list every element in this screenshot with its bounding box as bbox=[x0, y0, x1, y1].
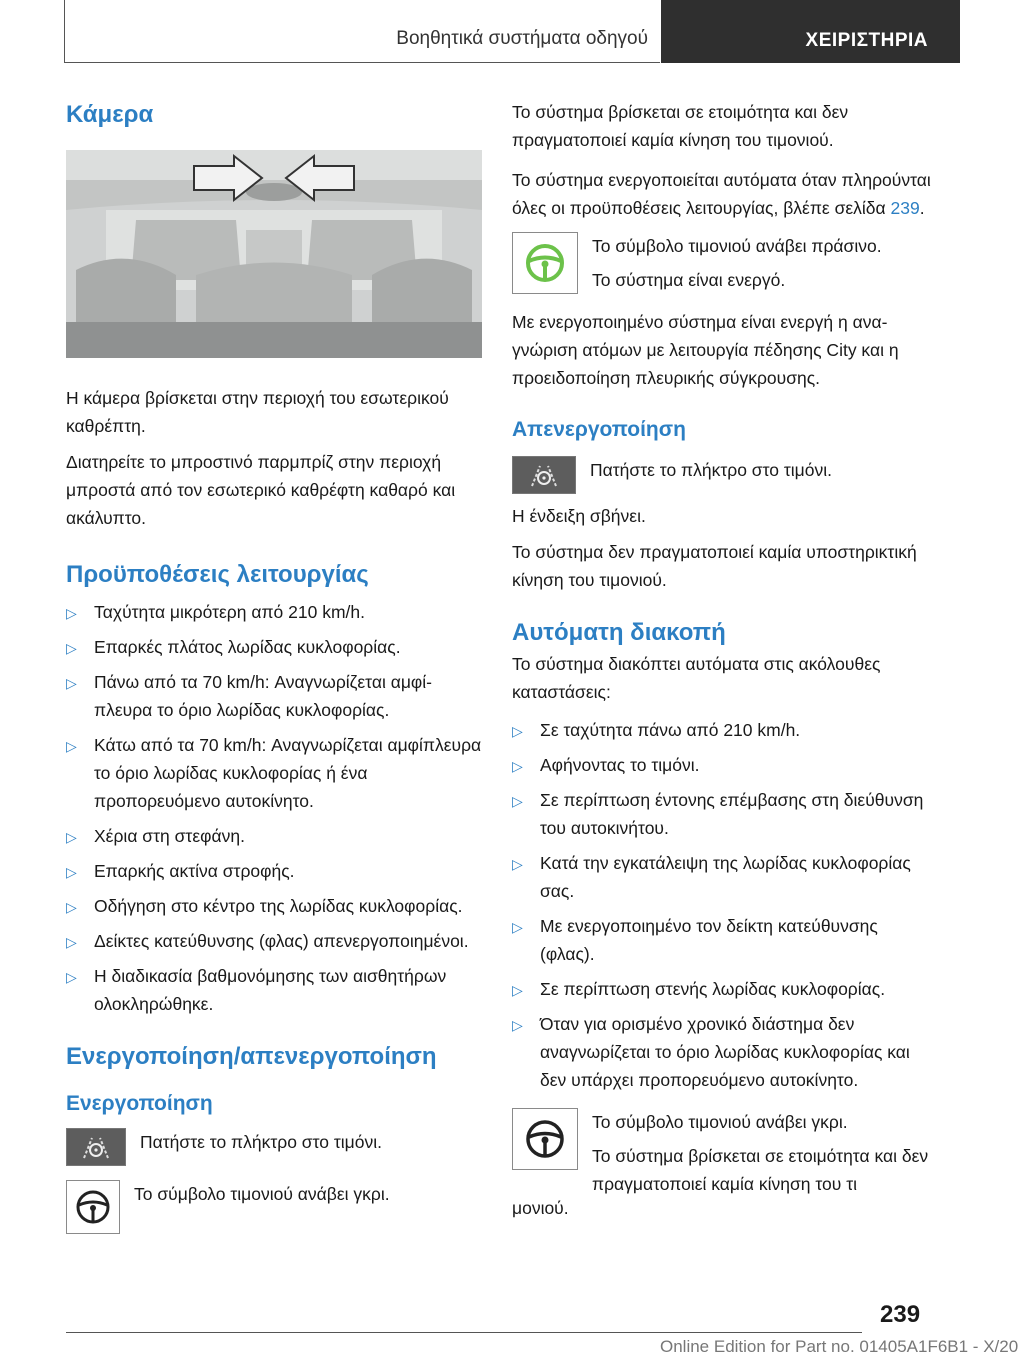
list-item: ▷ Κάτω από τα 70 km/h: Αναγνωρίζεται αμφίπλευρα το όριο λωρίδας κυκλοφορίας ή ένα προπορευόμενο αυτοκίνητο. bbox=[66, 731, 484, 815]
grey-ready-text: Το σύστημα βρίσκεται σε ετοιμότητα και δεν πραγματοποιεί καμία κίνηση του τι bbox=[592, 1146, 929, 1194]
steering-wheel-grey-icon bbox=[512, 1108, 578, 1170]
list-item: ▷ Η διαδικασία βαθμονόμησης των αισθητήρων ολοκληρώθηκε. bbox=[66, 962, 484, 1018]
list-item: ▷ Σε περίπτωση στενής λωρίδας κυκλοφορίας. bbox=[512, 975, 932, 1003]
bullet-triangle-icon: ▷ bbox=[512, 1017, 523, 1033]
list-item: ▷ Ταχύτητα μικρότερη από 210 km/h. bbox=[66, 598, 484, 626]
steering-wheel-grey-icon bbox=[66, 1180, 120, 1234]
green-icon-row bbox=[512, 232, 932, 300]
camera-location-text: Η κάμερα βρίσκεται στην περιοχή του εσωτερικού καθρέπτη. bbox=[66, 388, 449, 436]
city-braking-text: Με ενεργοποιημένο σύστημα είναι ενεργή η αναγνώριση ατόμων με λειτουργία πέδησης City και η προειδοποίηση πλευρικής σύγκρουσης. bbox=[512, 312, 899, 388]
camera-clean-text: Διατηρείτε το μπροστινό παρμπρίζ στην περιοχή μπροστά από τον εσωτερικό καθρέφτη καθαρό και ακάλυπτο. bbox=[66, 452, 456, 528]
bullet-triangle-icon: ▷ bbox=[66, 605, 77, 621]
indicator-off-text: Η ένδειξη σβήνει. bbox=[512, 506, 646, 526]
bullet-triangle-icon: ▷ bbox=[512, 723, 523, 739]
list-item: ▷ Με ενεργοποιημένο τον δείκτη κατεύθυνσης (φλας). bbox=[512, 912, 932, 968]
deactivate-button-row bbox=[512, 456, 932, 494]
bullet-triangle-icon: ▷ bbox=[66, 675, 77, 691]
list-item: ▷ Χέρια στη στεφάνη. bbox=[66, 822, 484, 850]
bullet-triangle-icon: ▷ bbox=[512, 758, 523, 774]
activate-press-text: Πατήστε το πλήκτρο στο τιμόνι. bbox=[140, 1132, 382, 1152]
header-rule-left bbox=[64, 0, 65, 62]
auto-activation-text: Το σύστημα ενεργοποιείται αυτόματα όταν πληρούνται όλες οι προϋποθέσεις λειτουργίας, βλέπε σελίδα 239. bbox=[512, 170, 931, 218]
list-item: ▷ Επαρκές πλάτος λωρίδας κυκλοφορίας. bbox=[66, 633, 484, 661]
page-number: 239 bbox=[880, 1301, 921, 1328]
lane-assist-button-icon bbox=[512, 456, 576, 494]
list-item: ▷ Δείκτες κατεύθυνσης (φλας) απενεργοποιημένοι. bbox=[66, 927, 484, 955]
auto-stop-heading: Αυτόματη διακοπή bbox=[512, 619, 726, 646]
list-item: ▷ Οδήγηση στο κέντρο της λωρίδας κυκλοφορίας. bbox=[66, 892, 484, 920]
system-active-text: Το σύστημα είναι ενεργό. bbox=[592, 270, 786, 290]
lane-assist-button-icon bbox=[66, 1128, 126, 1166]
bullet-triangle-icon: ▷ bbox=[66, 738, 77, 754]
bullet-triangle-icon: ▷ bbox=[66, 829, 77, 845]
header-chapter-tab[interactable]: ΧΕΙΡΙΣΤΗΡΙΑ bbox=[661, 0, 960, 63]
list-item: ▷ Σε ταχύτητα πάνω από 210 km/h. bbox=[512, 716, 932, 744]
conditions-heading: Προϋποθέσεις λειτουργίας bbox=[66, 561, 369, 588]
auto-stop-list bbox=[512, 716, 932, 1094]
right-column bbox=[512, 98, 932, 1230]
camera-location-illustration bbox=[66, 150, 482, 358]
deactivate-subheading: Απενεργοποίηση bbox=[512, 418, 686, 441]
auto-stop-intro: Το σύστημα διακόπτει αυτόματα στις ακόλουθες καταστάσεις: bbox=[512, 654, 881, 702]
grey-ready-text-continued: μονιού. bbox=[512, 1198, 569, 1218]
camera-heading: Κάμερα bbox=[66, 101, 154, 128]
bullet-triangle-icon: ▷ bbox=[66, 640, 77, 656]
activation-heading: Ενεργοποίηση/απενεργοποίηση bbox=[66, 1043, 437, 1070]
deactivate-press-text: Πατήστε το πλήκτρο στο τιμόνι. bbox=[590, 460, 832, 480]
bullet-triangle-icon: ▷ bbox=[66, 969, 77, 985]
bullet-triangle-icon: ▷ bbox=[512, 793, 523, 809]
list-item: ▷ Κατά την εγκατάλειψη της λωρίδας κυκλοφορίας σας. bbox=[512, 849, 932, 905]
left-column bbox=[66, 98, 484, 1242]
activate-grey-row bbox=[66, 1180, 484, 1234]
list-item: ▷ Σε περίπτωση έντονης επέμβασης στη διεύθυνση του αυτοκινήτου. bbox=[512, 786, 932, 842]
bullet-triangle-icon: ▷ bbox=[512, 856, 523, 872]
list-item: ▷ Πάνω από τα 70 km/h: Αναγνωρίζεται αμφίπλευρα το όριο λωρίδας κυκλοφορίας. bbox=[66, 668, 484, 724]
footer-edition: Online Edition for Part no. 01405A1F6B1 - X/20 bbox=[660, 1337, 1018, 1356]
conditions-list bbox=[66, 598, 484, 1018]
list-item: ▷ Επαρκής ακτίνα στροφής. bbox=[66, 857, 484, 885]
green-symbol-text: Το σύμβολο τιμονιού ανάβει πράσινο. bbox=[592, 236, 882, 256]
header-rule-bottom bbox=[64, 62, 660, 63]
bullet-triangle-icon: ▷ bbox=[66, 934, 77, 950]
page-reference-link[interactable]: 239 bbox=[890, 198, 920, 218]
activate-subheading: Ενεργοποίηση bbox=[66, 1092, 213, 1115]
bullet-triangle-icon: ▷ bbox=[66, 864, 77, 880]
bullet-triangle-icon: ▷ bbox=[512, 919, 523, 935]
bullet-triangle-icon: ▷ bbox=[512, 982, 523, 998]
list-item: ▷ Όταν για ορισμένο χρονικό διάστημα δεν αναγνωρίζεται το όριο λωρίδας κυκλοφορίας και δεν υπάρχει προπορευόμενο αυτοκίνητο. bbox=[512, 1010, 932, 1094]
bullet-triangle-icon: ▷ bbox=[66, 899, 77, 915]
activate-grey-text: Το σύμβολο τιμονιού ανάβει γκρι. bbox=[134, 1184, 390, 1204]
grey-symbol-text: Το σύμβολο τιμονιού ανάβει γκρι. bbox=[592, 1112, 848, 1132]
steering-wheel-green-icon bbox=[512, 232, 578, 294]
footer-rule bbox=[66, 1332, 862, 1333]
activate-button-row bbox=[66, 1128, 484, 1166]
ready-text: Το σύστημα βρίσκεται σε ετοιμότητα και δεν πραγματοποιεί καμία κίνηση του τιμονιού. bbox=[512, 102, 849, 150]
header-section-title: Βοηθητικά συστήματα οδηγού bbox=[396, 28, 648, 49]
list-item: ▷ Αφήνοντας το τιμόνι. bbox=[512, 751, 932, 779]
grey-icon-row bbox=[512, 1108, 932, 1198]
no-support-text: Το σύστημα δεν πραγματοποιεί καμία υποστηρικτική κίνηση του τιμονιού. bbox=[512, 542, 917, 590]
